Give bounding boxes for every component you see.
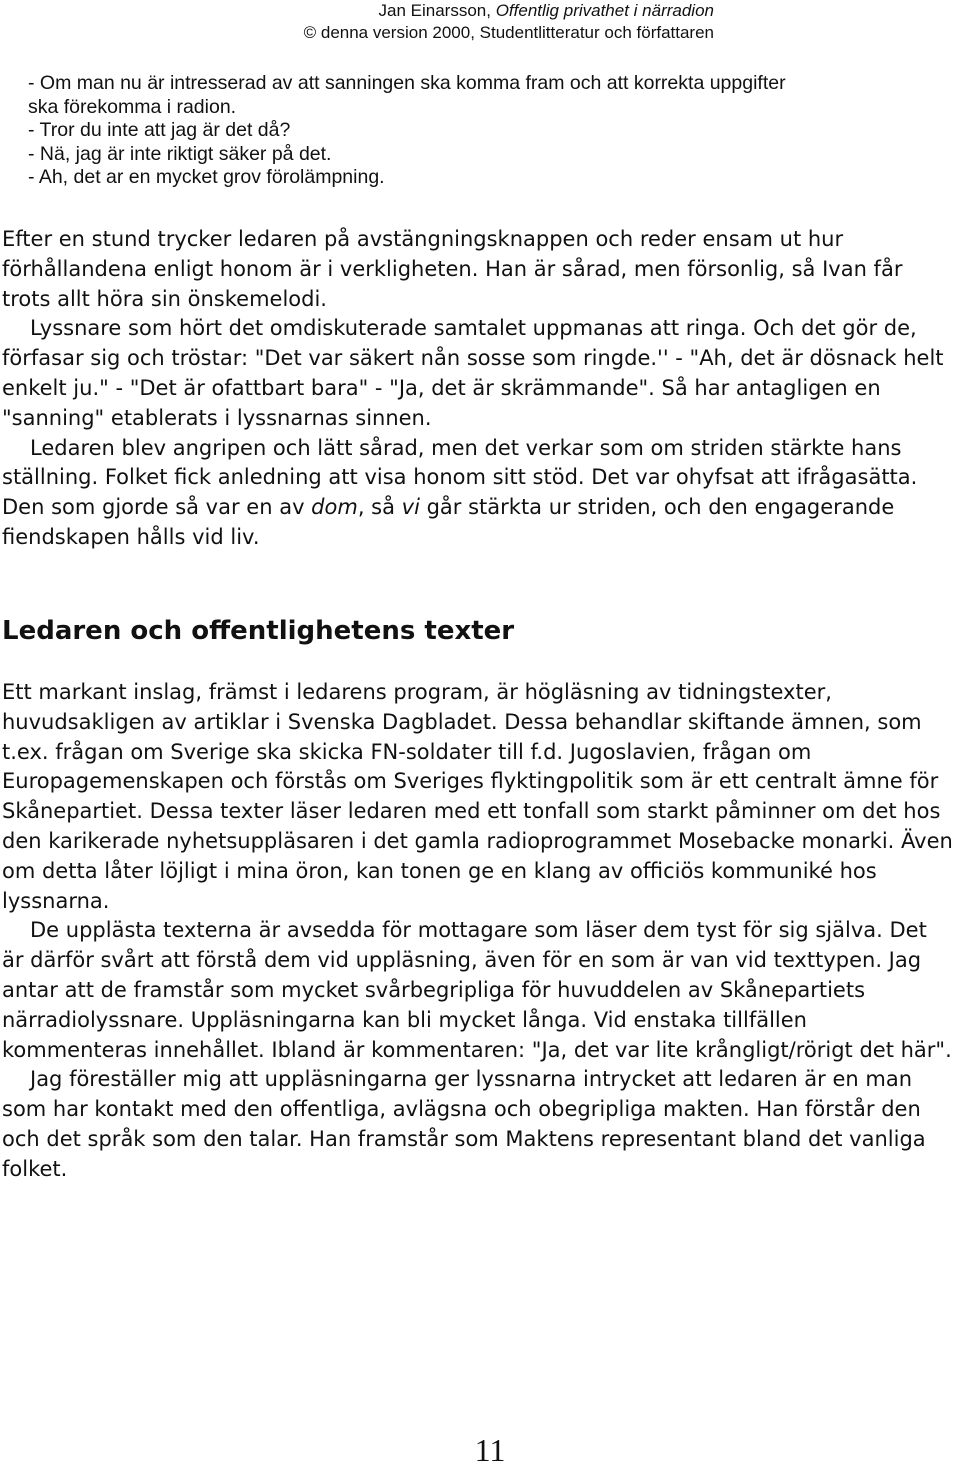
text-run: går stärkta ur striden, och den engagerande fiendskapen hålls vid liv.	[2, 495, 895, 549]
dialogue-line: - Tror du inte att jag är det då?	[28, 119, 291, 141]
page-number: 11	[474, 1432, 506, 1468]
dialogue-line: - Nä, jag är inte riktigt säker på det.	[28, 142, 332, 165]
running-header	[234, 0, 714, 44]
emphasis-vi: vi	[401, 495, 420, 520]
dialogue-line: ska förekomma i radion.	[28, 95, 237, 118]
paragraph: Efter en stund trycker ledaren på avstängningsknappen och reder ensam ut hur förhållandena enligt honom är i verkligheten. Han är sårad, men försonlig, så Ivan får trots allt höra sin önskemelodi.	[2, 227, 903, 311]
dialogue-line: - Ah, det ar en mycket grov förolämpning.	[28, 166, 385, 188]
paragraph: Ett markant inslag, främst i ledarens program, är högläsning av tidningstexter, huvudsakligen av artiklar i Svenska Dagbladet. Dessa behandlar skiftande ämnen, som t.ex. frågan om Sverige ska skicka FN-soldater till f.d. Jugoslavien, frågan om Europagemenskapen och förstås om Sveriges flyktingpolitik som är ett centralt ämne för Skånepartiet. Dessa texter läser ledaren med ett tonfall som starkt påminner om det hos den karikerade nyhetsuppläsaren i det gamla radioprogrammet Mosebacke monarki. Även om detta låter löjligt i mina öron, kan tonen ge en klang av officiös kommuniké hos lyssnarna.	[2, 680, 953, 913]
text-run: Ledaren blev angripen och lätt sårad, men det verkar som om striden stärkte hans ställning. Folket fick anledning att visa honom sitt stöd. Det var ohyfsat att ifrågasätta. Den som gjorde så var en av	[2, 435, 918, 520]
section-heading: Ledaren och offentlighetens texter	[2, 616, 515, 646]
paragraph	[2, 434, 954, 553]
header-book-title: Offentlig privathet i närradion	[495, 1, 714, 20]
paragraph: Lyssnare som hört det omdiskuterade samtalet uppmanas att ringa. Och det gör de, förfasar sig och tröstar: "Det var säkert nån sosse som ringde.'' - "Ah, det är dösnack helt enkelt ju." - "Det är ofattbart bara" - "Ja, det är skrämmande". Så har antagligen en "sanning" etablerats i lyssnarnas sinnen.	[2, 316, 944, 430]
body-section-1	[2, 225, 954, 553]
paragraph: De upplästa texterna är avsedda för mottagare som läser dem tyst för sig själva. Det är därför svårt att förstå dem vid uppläsning, även för en som är van vid texttypen. Jag antar att de framstår som mycket svårbegripliga för huvuddelen av Skånepartiets närradiolyssnare. Uppläsningarna kan bli mycket långa. Vid enstaka tillfällen kommenteras innehållet. Ibland är kommentaren: "Ja, det var lite krångligt/rörigt det här".	[2, 918, 952, 1062]
dialogue-quote	[28, 72, 948, 190]
header-author: Jan Einarsson,	[378, 1, 496, 20]
header-copyright: © denna version 2000, Studentlitteratur och författaren	[303, 23, 714, 42]
dialogue-line: - Om man nu är intresserad av att sanningen ska komma fram och att korrekta uppgifter	[28, 72, 786, 94]
paragraph: Jag föreställer mig att uppläsningarna ger lyssnarna intrycket att ledaren är en man som har kontakt med den offentliga, avlägsna och obegripliga makten. Han förstår den och det språk som den talar. Han framstår som Maktens representant bland det vanliga folket.	[2, 1067, 926, 1181]
body-section-2	[2, 678, 954, 1185]
header-author-title	[234, 0, 714, 22]
emphasis-dom: dom	[311, 495, 358, 520]
text-run: , så	[357, 495, 402, 520]
